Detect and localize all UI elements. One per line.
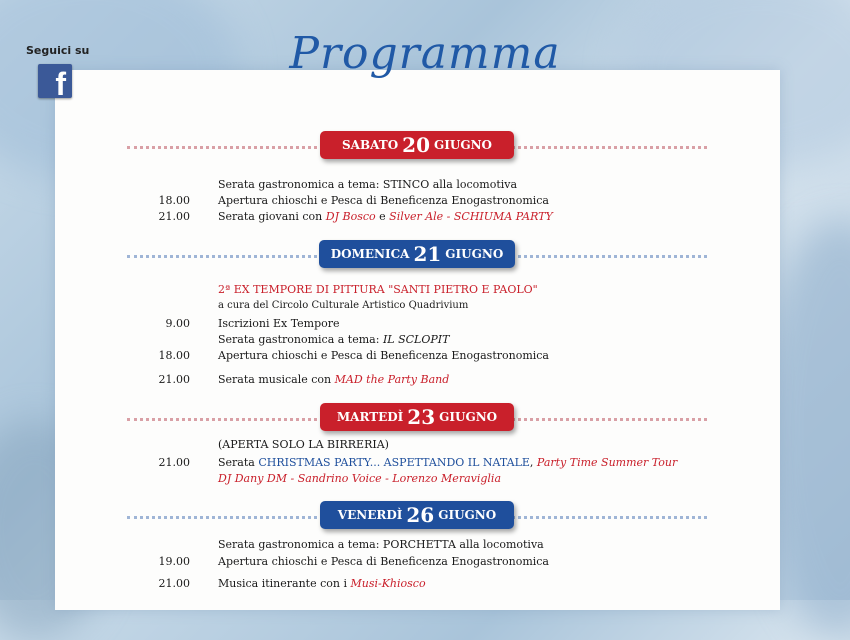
event-line: Serata CHRISTMAS PARTY... ASPETTANDO IL NATALE, Party Time Summer Tour — [218, 456, 678, 469]
event-time: 18.00 — [158, 194, 190, 207]
event-time: 21.00 — [158, 456, 190, 469]
event-time: 21.00 — [158, 210, 190, 223]
event-line: Serata gastronomica a tema: STINCO alla locomotiva — [218, 178, 518, 191]
follow-us-label: Seguici su — [26, 44, 90, 57]
event-line: Serata giovani con DJ Bosco e Silver Ale - SCHIUMA PARTY — [218, 210, 553, 223]
event-line: Serata musicale con MAD the Party Band — [218, 373, 450, 386]
date-badge-sabato: SABATO 20 GIUGNO — [320, 131, 514, 159]
facebook-icon[interactable]: f — [38, 64, 72, 98]
event-line: Musica itinerante con i Musi-Khiosco — [218, 577, 426, 590]
event-line: Serata gastronomica a tema: IL SCLOPIT — [218, 333, 450, 346]
date-badge-martedi: MARTEDÌ 23 GIUGNO — [320, 403, 514, 431]
date-badge-domenica: DOMENICA 21 GIUGNO — [319, 240, 515, 268]
event-line: Apertura chioschi e Pesca di Beneficenza Enogastronomica — [218, 349, 549, 362]
date-badge-venerdi: VENERDÌ 26 GIUGNO — [320, 501, 514, 529]
event-time: 9.00 — [165, 317, 190, 330]
event-time: 21.00 — [158, 373, 190, 386]
event-line: Apertura chioschi e Pesca di Beneficenza Enogastronomica — [218, 194, 549, 207]
event-line: Apertura chioschi e Pesca di Beneficenza Enogastronomica — [218, 555, 549, 568]
event-line: (APERTA SOLO LA BIRRERIA) — [218, 438, 389, 451]
page-title: Programma — [289, 28, 561, 79]
event-time: 19.00 — [158, 555, 190, 568]
event-line: DJ Dany DM - Sandrino Voice - Lorenzo Meraviglia — [218, 472, 501, 485]
event-time: 21.00 — [158, 577, 190, 590]
event-line: a cura del Circolo Culturale Artistico Quadrivium — [218, 300, 469, 311]
event-line: 2ª EX TEMPORE DI PITTURA "SANTI PIETRO E PAOLO" — [218, 283, 538, 296]
event-time: 18.00 — [158, 349, 190, 362]
event-line: Iscrizioni Ex Tempore — [218, 317, 340, 330]
event-line: Serata gastronomica a tema: PORCHETTA alla locomotiva — [218, 538, 544, 551]
